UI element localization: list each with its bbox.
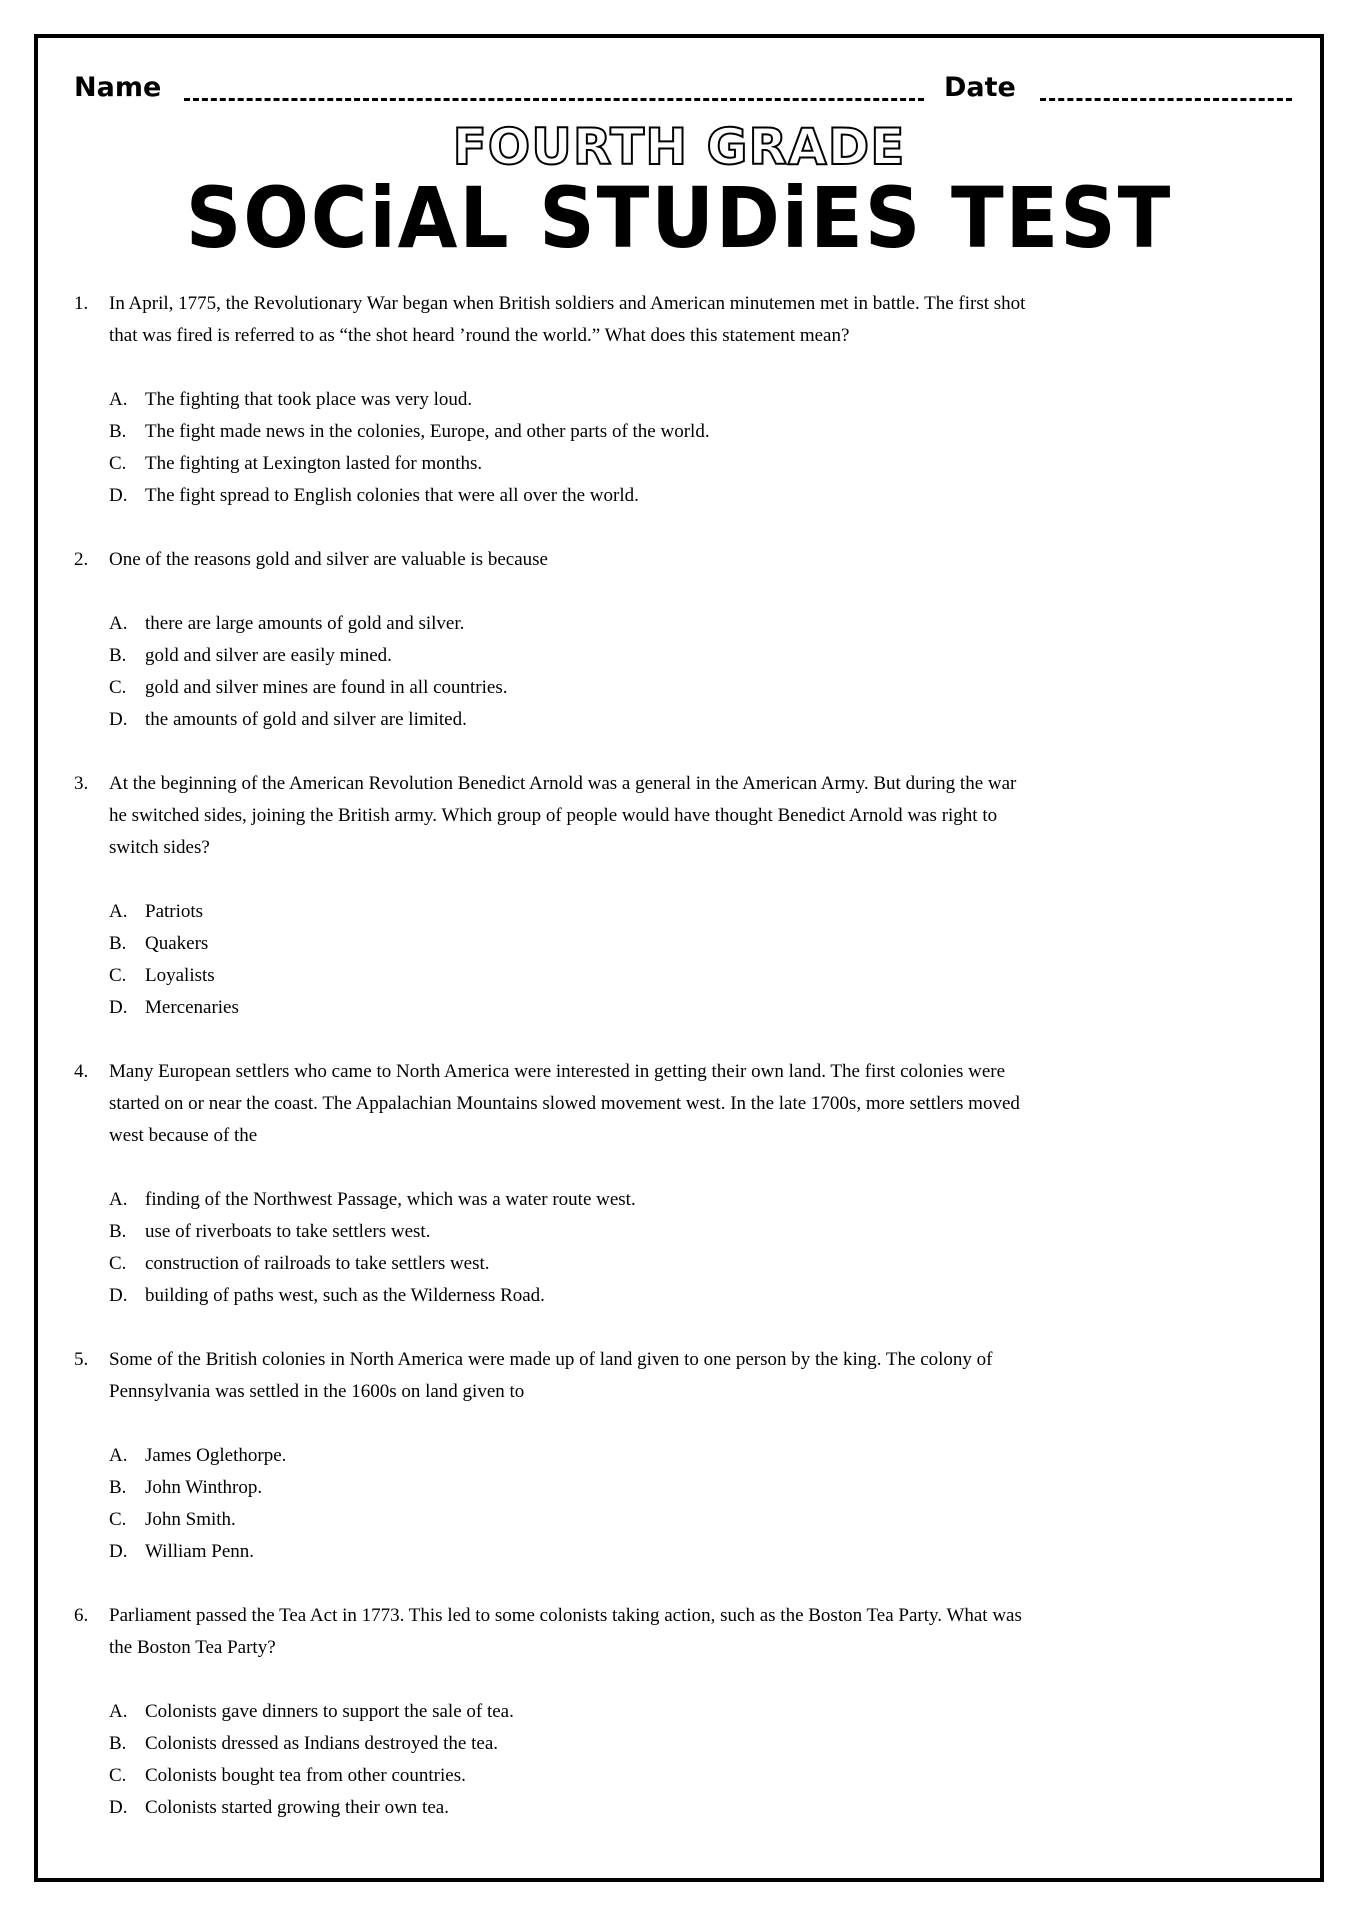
answer-option[interactable] — [109, 1728, 1034, 1760]
answer-option[interactable] — [109, 1216, 1034, 1248]
option-text: Quakers — [145, 933, 209, 954]
question-number: 3. — [74, 773, 89, 794]
option-text: Colonists dressed as Indians destroyed the tea. — [145, 1733, 499, 1754]
question-4 — [74, 1056, 1034, 1312]
answer-option[interactable] — [109, 928, 1034, 960]
option-text: gold and silver are easily mined. — [145, 645, 392, 666]
question-3 — [74, 768, 1034, 1024]
answer-options — [74, 896, 1034, 1024]
answer-option[interactable] — [109, 1792, 1034, 1824]
answer-option[interactable] — [109, 960, 1034, 992]
option-letter: B. — [109, 1221, 127, 1242]
option-letter: C. — [109, 1509, 127, 1530]
answer-option[interactable] — [109, 640, 1034, 672]
option-text: The fight made news in the colonies, Europe, and other parts of the world. — [145, 421, 710, 442]
option-letter: C. — [109, 1253, 127, 1274]
question-stem — [74, 544, 1034, 576]
option-letter: A. — [109, 1445, 128, 1466]
option-text: James Oglethorpe. — [145, 1445, 287, 1466]
answer-option[interactable] — [109, 1472, 1034, 1504]
answer-option[interactable] — [109, 384, 1034, 416]
option-text: building of paths west, such as the Wilderness Road. — [145, 1285, 545, 1306]
question-number: 6. — [74, 1605, 89, 1626]
option-letter: A. — [109, 1701, 128, 1722]
question-2 — [74, 544, 1034, 736]
option-text: John Winthrop. — [145, 1477, 263, 1498]
option-letter: C. — [109, 965, 127, 986]
option-text: construction of railroads to take settlers west. — [145, 1253, 490, 1274]
answer-option[interactable] — [109, 448, 1034, 480]
answer-option[interactable] — [109, 1280, 1034, 1312]
question-number: 1. — [74, 293, 89, 314]
question-stem — [74, 1056, 1034, 1152]
question-text: Many European settlers who came to North America were interested in getting their own land. The first colonies were started on or near the coast. The Appalachian Mountains slowed movement west. In the late 1700s, more settlers moved west because of the — [109, 1061, 1020, 1146]
name-label: Name — [74, 72, 162, 103]
option-letter: D. — [109, 1541, 128, 1562]
answer-option[interactable] — [109, 1760, 1034, 1792]
option-letter: A. — [109, 901, 128, 922]
option-letter: D. — [109, 997, 128, 1018]
question-stem — [74, 1600, 1034, 1664]
option-text: finding of the Northwest Passage, which was a water route west. — [145, 1189, 636, 1210]
option-letter: C. — [109, 1765, 127, 1786]
answer-option[interactable] — [109, 1504, 1034, 1536]
date-blank-line[interactable] — [1040, 98, 1292, 101]
option-letter: A. — [109, 613, 128, 634]
student-info-row — [74, 68, 1292, 112]
answer-option[interactable] — [109, 608, 1034, 640]
question-text: Parliament passed the Tea Act in 1773. This led to some colonists taking action, such as the Boston Tea Party. What was the Boston Tea Party? — [109, 1605, 1022, 1658]
option-text: gold and silver mines are found in all countries. — [145, 677, 508, 698]
option-letter: D. — [109, 1797, 128, 1818]
date-label: Date — [944, 72, 1016, 103]
answer-option[interactable] — [109, 896, 1034, 928]
question-5 — [74, 1344, 1034, 1568]
question-number: 2. — [74, 549, 89, 570]
option-text: Colonists gave dinners to support the sale of tea. — [145, 1701, 514, 1722]
option-letter: B. — [109, 421, 127, 442]
option-text: use of riverboats to take settlers west. — [145, 1221, 431, 1242]
option-letter: A. — [109, 1189, 128, 1210]
question-stem — [74, 768, 1034, 864]
option-text: Colonists bought tea from other countries. — [145, 1765, 466, 1786]
option-letter: A. — [109, 389, 128, 410]
option-letter: D. — [109, 709, 128, 730]
answer-option[interactable] — [109, 480, 1034, 512]
answer-option[interactable] — [109, 1248, 1034, 1280]
question-number: 5. — [74, 1349, 89, 1370]
answer-option[interactable] — [109, 1440, 1034, 1472]
answer-options — [74, 608, 1034, 736]
answer-option[interactable] — [109, 704, 1034, 736]
option-text: The fighting at Lexington lasted for months. — [145, 453, 483, 474]
answer-option[interactable] — [109, 1184, 1034, 1216]
question-text: In April, 1775, the Revolutionary War began when British soldiers and American minutemen met in battle. The first shot that was fired is referred to as “the shot heard ’round the world.” What does this statement mean? — [109, 293, 1026, 346]
question-number: 4. — [74, 1061, 89, 1082]
answer-options — [74, 1184, 1034, 1312]
option-text: The fighting that took place was very loud. — [145, 389, 473, 410]
answer-options — [74, 1696, 1034, 1824]
option-text: Loyalists — [145, 965, 215, 986]
question-text: At the beginning of the American Revolution Benedict Arnold was a general in the American Army. But during the war he switched sides, joining the British army. Which group of people would have thought Benedict Arnold was right to switch sides? — [109, 773, 1017, 858]
option-letter: B. — [109, 645, 127, 666]
option-text: Patriots — [145, 901, 204, 922]
question-6 — [74, 1600, 1034, 1824]
option-letter: B. — [109, 1477, 127, 1498]
option-letter: C. — [109, 677, 127, 698]
question-stem — [74, 288, 1034, 352]
option-letter: B. — [109, 933, 127, 954]
test-title: SOCiAL STUDiES TEST — [185, 169, 1173, 267]
worksheet-border — [34, 34, 1324, 1882]
answer-options — [74, 384, 1034, 512]
question-stem — [74, 1344, 1034, 1408]
answer-option[interactable] — [109, 1696, 1034, 1728]
name-blank-line[interactable] — [184, 98, 924, 101]
option-text: Mercenaries — [145, 997, 239, 1018]
answer-option[interactable] — [109, 672, 1034, 704]
option-text: William Penn. — [145, 1541, 254, 1562]
option-letter: B. — [109, 1733, 127, 1754]
option-text: there are large amounts of gold and silver. — [145, 613, 465, 634]
grade-title: FOURTH GRADE — [452, 118, 906, 176]
option-text: the amounts of gold and silver are limited. — [145, 709, 467, 730]
question-text: One of the reasons gold and silver are valuable is because — [109, 549, 548, 570]
question-text: Some of the British colonies in North America were made up of land given to one person by the king. The colony of Pennsylvania was settled in the 1600s on land given to — [109, 1349, 993, 1402]
answer-option[interactable] — [109, 416, 1034, 448]
answer-option[interactable] — [109, 1536, 1034, 1568]
option-letter: D. — [109, 485, 128, 506]
option-text: The fight spread to English colonies that were all over the world. — [145, 485, 639, 506]
answer-options — [74, 1440, 1034, 1568]
question-1 — [74, 288, 1034, 512]
question-list — [74, 288, 1034, 1856]
option-letter: C. — [109, 453, 127, 474]
option-text: Colonists started growing their own tea. — [145, 1797, 449, 1818]
option-letter: D. — [109, 1285, 128, 1306]
answer-option[interactable] — [109, 992, 1034, 1024]
option-text: John Smith. — [145, 1509, 236, 1530]
